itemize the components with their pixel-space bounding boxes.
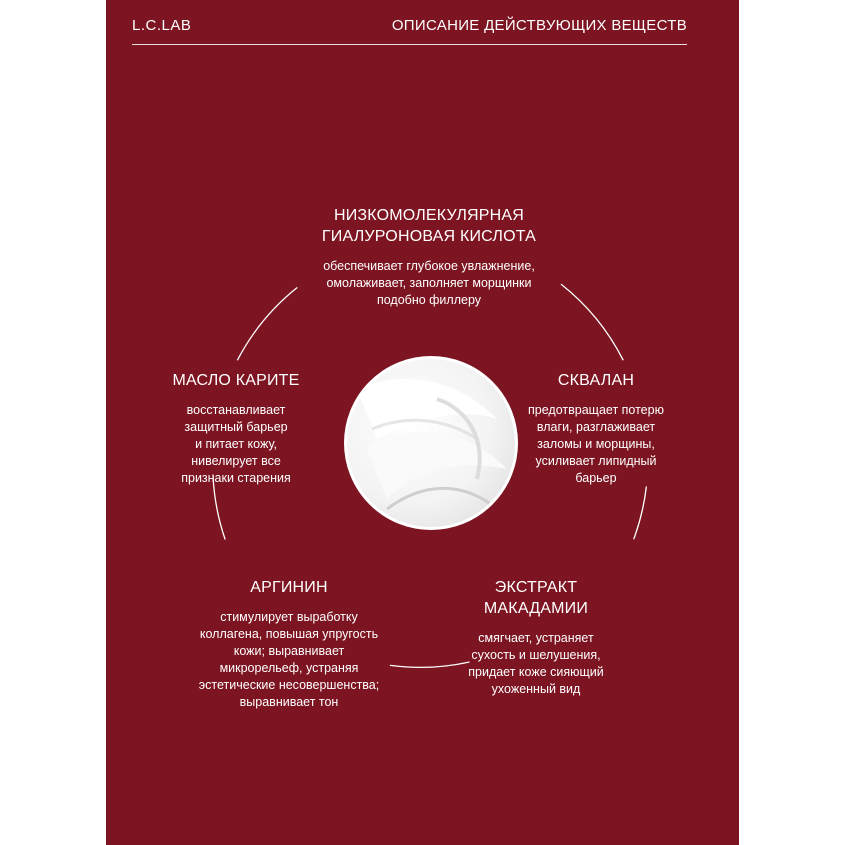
ingredient-description: смягчает, устраняет сухость и шелушения, придает коже сияющий ухоженный вид — [468, 631, 604, 696]
ingredient-description: предотвращает потерю влаги, разглаживает заломы и морщины, усиливает липидный барьер — [528, 403, 664, 485]
ingredient-description: стимулирует выработку коллагена, повышая упругость кожи; выравнивает микрорельеф, устраняя эстетические несовершенства; выравнивает тон — [198, 610, 380, 709]
cream-texture-image — [344, 356, 518, 530]
ingredient-name: СКВАЛАН — [557, 372, 635, 389]
ingredient-squalane — [506, 370, 686, 487]
ingredient-name: ЭКСТРАКТ МАКАДАМИИ — [483, 579, 589, 617]
brand-logo: L.C.LAB — [132, 17, 192, 34]
ingredient-arginine — [174, 577, 404, 711]
ingredient-name: МАСЛО КАРИТЕ — [172, 372, 300, 389]
ingredient-shea-butter — [146, 370, 326, 487]
page-title: ОПИСАНИЕ ДЕЙСТВУЮЩИХ ВЕЩЕСТВ — [391, 17, 687, 34]
ingredient-name: АРГИНИН — [250, 579, 328, 596]
background-panel — [106, 0, 739, 845]
ingredient-macadamia-extract — [456, 577, 616, 698]
ingredient-description: обеспечивает глубокое увлажнение, омолаживает, заполняет морщинки подобно филлеру — [323, 259, 535, 307]
ingredient-name: НИЗКОМОЛЕКУЛЯРНАЯ ГИАЛУРОНОВАЯ КИСЛОТА — [321, 207, 537, 245]
ingredient-hyaluronic-acid — [284, 205, 574, 309]
ring-arc-right — [634, 487, 646, 539]
ingredient-description: восстанавливает защитный барьер и питает кожу, нивелирует все признаки старения — [181, 403, 291, 485]
